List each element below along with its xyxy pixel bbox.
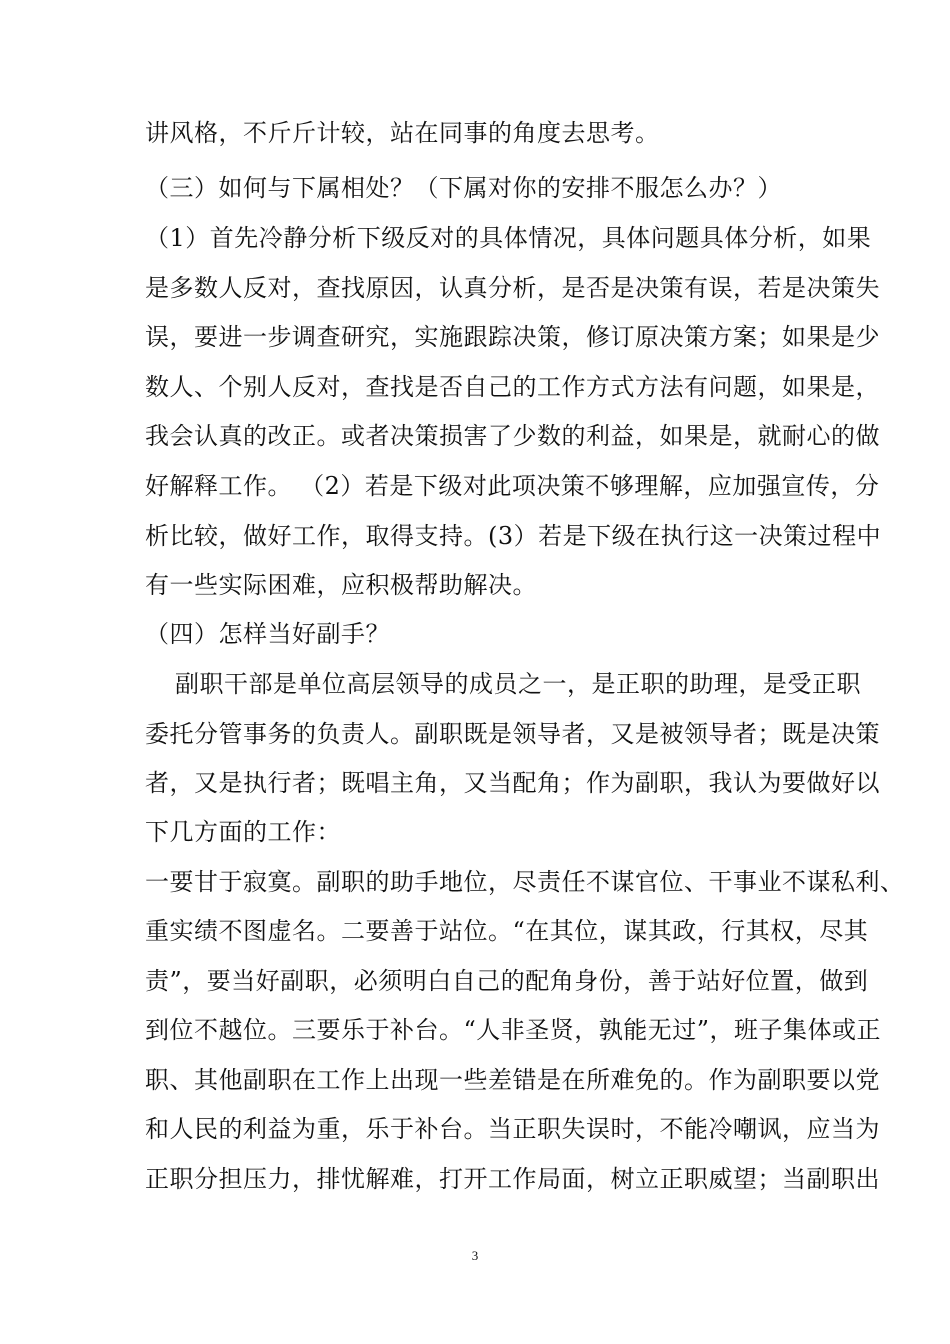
text-line: 好解释工作。 （2）若是下级对此项决策不够理解，应加强宣传，分 [145, 472, 880, 500]
text-line: 委托分管事务的负责人。副职既是领导者，又是被领导者；既是决策 [145, 720, 880, 748]
text-line: 是多数人反对，查找原因，认真分析，是否是决策有误，若是决策失 [145, 274, 880, 302]
text-line: 一要甘于寂寞。副职的助手地位，尽责任不谋官位、干事业不谋私利、 [145, 868, 905, 896]
text-line: 重实绩不图虚名。二要善于站位。“在其位，谋其政，行其权，尽其 [145, 917, 869, 945]
text-line: 到位不越位。三要乐于补台。“人非圣贤，孰能无过”，班子集体或正 [145, 1016, 882, 1044]
text-line: 正职分担压力，排忧解难，打开工作局面，树立正职威望；当副职出 [145, 1165, 880, 1193]
text-line: 讲风格，不斤斤计较，站在同事的角度去思考。 [145, 119, 660, 147]
text-line: 者，又是执行者；既唱主角，又当配角；作为副职，我认为要做好以 [145, 769, 880, 797]
text-line: 下几方面的工作： [145, 818, 341, 846]
text-line: 误，要进一步调查研究，实施跟踪决策，修订原决策方案；如果是少 [145, 323, 880, 351]
paragraph-first-line: 副职干部是单位高层领导的成员之一，是正职的助理，是受正职 [175, 670, 861, 698]
text-line: 析比较，做好工作，取得支持。(3）若是下级在执行这一决策过程中 [145, 522, 882, 550]
text-line: 责”，要当好副职，必须明白自己的配角身份，善于站好位置，做到 [145, 967, 869, 995]
section-heading: （三）如何与下属相处？（下属对你的安排不服怎么办？） [145, 174, 782, 202]
text-line: 和人民的利益为重，乐于补台。当正职失误时，不能冷嘲讽，应当为 [145, 1115, 880, 1143]
text-line: 有一些实际困难，应积极帮助解决。 [145, 571, 537, 599]
text-line: 职、其他副职在工作上出现一些差错是在所难免的。作为副职要以党 [145, 1066, 880, 1094]
page-number: 3 [471, 1248, 479, 1263]
text-line: （1）首先冷静分析下级反对的具体情况，具体问题具体分析，如果 [145, 224, 872, 252]
section-heading: （四）怎样当好副手？ [145, 620, 390, 648]
text-line: 数人、个别人反对，查找是否自己的工作方式方法有问题，如果是， [145, 373, 880, 401]
text-line: 我会认真的改正。或者决策损害了少数的利益，如果是，就耐心的做 [145, 422, 880, 450]
